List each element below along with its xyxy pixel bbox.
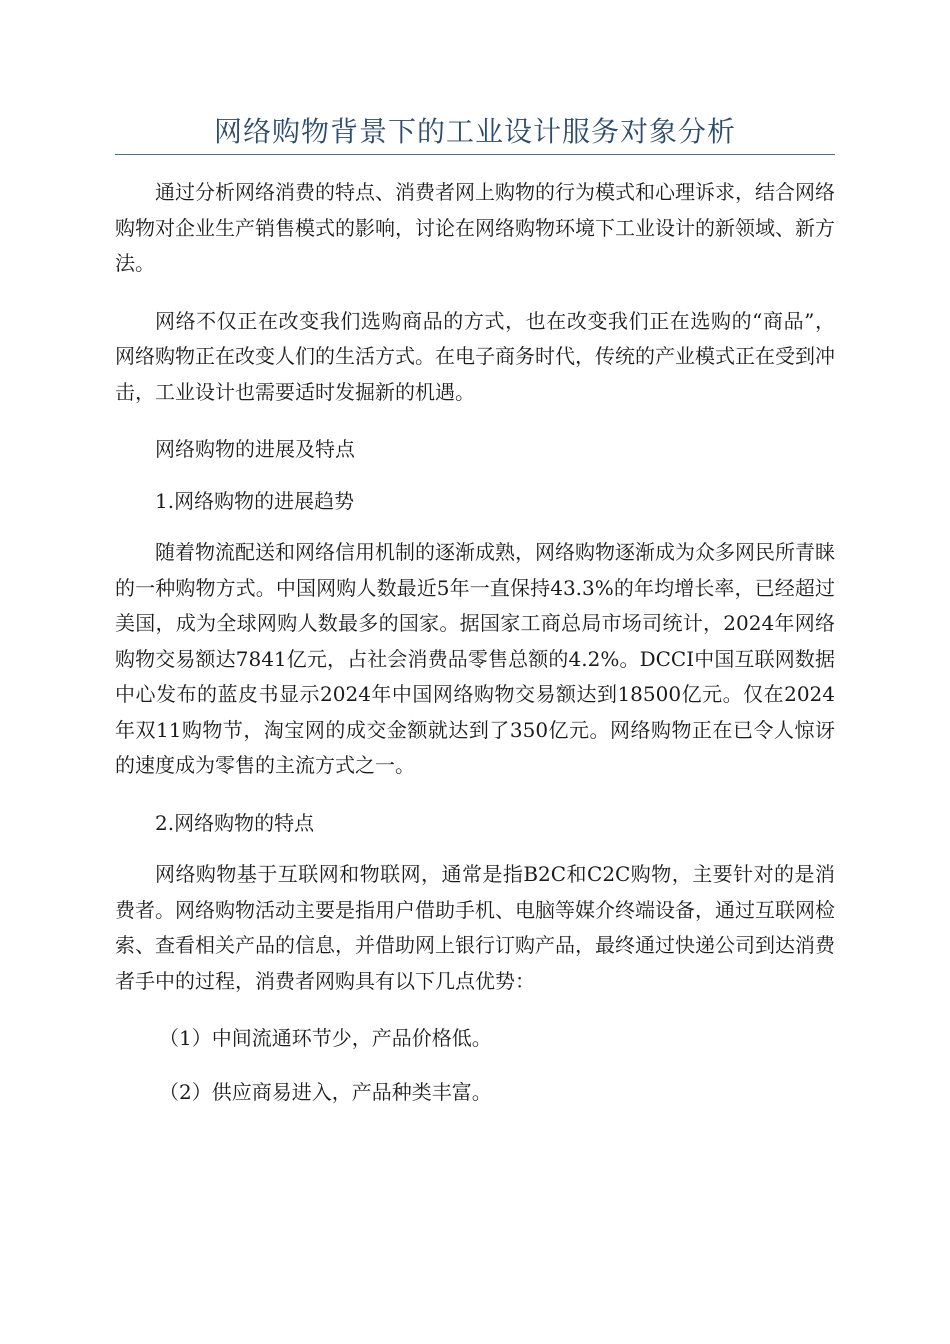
intro-paragraph: 通过分析网络消费的特点、消费者网上购物的行为模式和心理诉求，结合网络购物对企业生产销售模式的影响，讨论在网络购物环境下工业设计的新领域、新方法。 (115, 180, 835, 275)
title-underline (115, 154, 835, 155)
document-title: 网络购物背景下的工业设计服务对象分析 (213, 115, 736, 148)
section-heading: 网络购物的进展及特点 (155, 437, 355, 461)
list-item-price: （1）中间流通环节少，产品价格低。 (159, 1026, 492, 1050)
subsection-heading-trend: 1.网络购物的进展趋势 (155, 488, 355, 513)
document-body (115, 175, 835, 1128)
context-paragraph: 网络不仅正在改变我们选购商品的方式，也在改变我们正在选购的“商品”，网络购物正在改变人们的生活方式。在电子商务时代，传统的产业模式正在受到冲击，工业设计也需要适时发掘新的机遇。 (115, 308, 835, 404)
trend-paragraph: 随着物流配送和网络信用机制的逐渐成熟，网络购物逐渐成为众多网民所青睐的一种购物方式。中国网购人数最近5年一直保持43.3%的年均增长率，已经超过美国，成为全球网购人数最多的国家。据国家工商总局市场司统计，2024年网络购物交易额达7841亿元，占社会消费品零售总额的4.2%。DCCI中国互联网数据中心发布的蓝皮书显示2024年中国网络购物交易额达到18500亿元。仅在2024年双11购物节，淘宝网的成交金额就达到了350亿元。网络购物正在已令人惊讶的速度成为零售的主流方式之一。 (115, 540, 835, 777)
list-item-variety: （2）供应商易进入，产品种类丰富。 (159, 1079, 492, 1104)
subsection-heading-features: 2.网络购物的特点 (155, 810, 315, 835)
features-paragraph: 网络购物基于互联网和物联网，通常是指B2C和C2C购物，主要针对的是消费者。网络购物活动主要是指用户借助手机、电脑等媒介终端设备，通过互联网检索、查看相关产品的信息，并借助网上银行订购产品，最终通过快递公司到达消费者手中的过程，消费者网购具有以下几点优势： (115, 862, 835, 993)
